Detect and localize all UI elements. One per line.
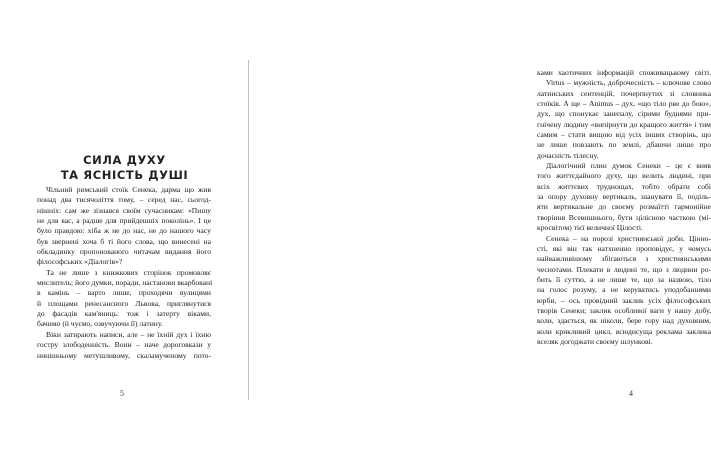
text-line: не для вас, а радше для прийдешніх поколінь». І це — [37, 216, 211, 226]
text-line: кросвітом) тієї величної Цілості. — [537, 223, 643, 233]
text-line: понад два тисячоліття тому, – серед нас, сьогод- — [37, 195, 211, 205]
left-page — [0, 0, 249, 450]
text-line: бачимо (й чуємо, озвучуючи її) латину. — [37, 319, 163, 329]
text-line: дух, що спонукає занепалу, сірими буднями при- — [537, 109, 711, 119]
right-page-body — [537, 68, 711, 347]
text-line: Сенека – на порозі християнської доби. Цінно- — [546, 233, 711, 243]
text-line: нішніх: сам же зізнався своїм сучасникам: «Пишу — [37, 205, 211, 215]
text-line: сті, які він так натхненно проповідує, у чомусь — [537, 243, 711, 253]
text-line: юрби, – ось провідний заклик усіх філософських — [537, 295, 711, 305]
text-line: коли, здається, як ніколи, бере гору над духовним, — [537, 316, 711, 326]
page-number: 4 — [629, 389, 633, 398]
text-line: нинішньому метушливому, скаламученому пото- — [37, 350, 211, 360]
text-line: гостру злободенність. Вони – наче дороговкази у — [37, 340, 211, 350]
text-line: Чільний римський стоїк Сенека, дарма що жив — [46, 185, 211, 194]
text-line: творіння Всевишнього, бути цілісною часткою (мі- — [537, 212, 711, 222]
text-line: за опору духовну вертикаль, шанувати її, поділь- — [537, 192, 711, 202]
text-line: гнічену людину «випірнути до кращого життя» і тим — [537, 119, 711, 129]
right-page — [251, 0, 711, 450]
text-line: яти вертикальне до своєму розмаїтті гармонійне — [537, 202, 711, 212]
text-line: мислитель; його думки, поради, настанови вкарбовані — [37, 278, 213, 288]
text-line: до фасадів кам'яниць: тож і затерту віками, — [37, 309, 211, 319]
text-line: самим – стати вищою від усіх інших створінь, що — [537, 130, 711, 140]
text-line: творів Сенеки; заклик особливої ваги у нашу добу, — [537, 305, 711, 315]
text-line: вселяк догоджати своєму шлункові. — [537, 336, 653, 346]
text-line: Virtus – мужність, доброчесність – ключове слово — [546, 78, 711, 88]
page-gutter — [248, 60, 249, 400]
text-line: того життєдайного духу, що велить людині, при — [537, 171, 711, 181]
text-line: Та не лише з книжкових сторінок промовляє — [46, 267, 211, 277]
left-page-body — [37, 185, 211, 361]
chapter-title-line-1: СИЛА ДУХУ — [83, 153, 166, 167]
text-line: не лише повзають по землі, дбаючи лише про — [537, 140, 711, 150]
text-line: чеснотами. Плекати в людині те, що з людини ро- — [537, 264, 711, 274]
text-line: найважливішому збігаються з християнськими — [537, 254, 711, 264]
text-line: Віки затирають написи, але – не їхній дух і їхню — [46, 329, 211, 339]
text-line: бить її суттю, а не лише те, що за назвою, тіло — [537, 274, 711, 284]
text-line: й площами ренесансного Львова, приглянутися — [37, 298, 211, 308]
text-line: в камінь – варто лише, проходячи вулицями — [37, 288, 211, 298]
text-line: філософських «Діалогів»? — [37, 257, 123, 267]
text-line: на голос розуму, а не керуватись уподобаннями — [537, 285, 711, 295]
text-line: стоїків. А ще – Animus – дух, «що тіло рве до бою», — [537, 99, 711, 109]
text-line: було правдою: хіба ж не до нас, не до нашого часу — [37, 226, 211, 236]
page-number: 5 — [120, 389, 124, 398]
chapter-title-line-2: ТА ЯСНІСТЬ ДУШІ — [60, 168, 189, 182]
text-line: дочасність тілесну. — [537, 150, 599, 160]
text-line: всіх життєвих труднощах, тобто обрати собі — [537, 181, 711, 191]
text-line: обкладинку пропонованого читачам видання його — [37, 247, 211, 257]
text-line: коли крикливий цикл, всюдисуща реклама заклика — [537, 326, 711, 336]
text-line: латинських сентенцій, почерпнутих зі словника — [537, 88, 711, 98]
text-line: ками хаотичних інформацій споживацькому світі. — [537, 68, 711, 77]
text-line: Діалогічний плин думок Сенеки – це є вияв — [546, 161, 711, 171]
text-line: був звернені хоча б ті його слова, що винесені на — [37, 236, 211, 246]
